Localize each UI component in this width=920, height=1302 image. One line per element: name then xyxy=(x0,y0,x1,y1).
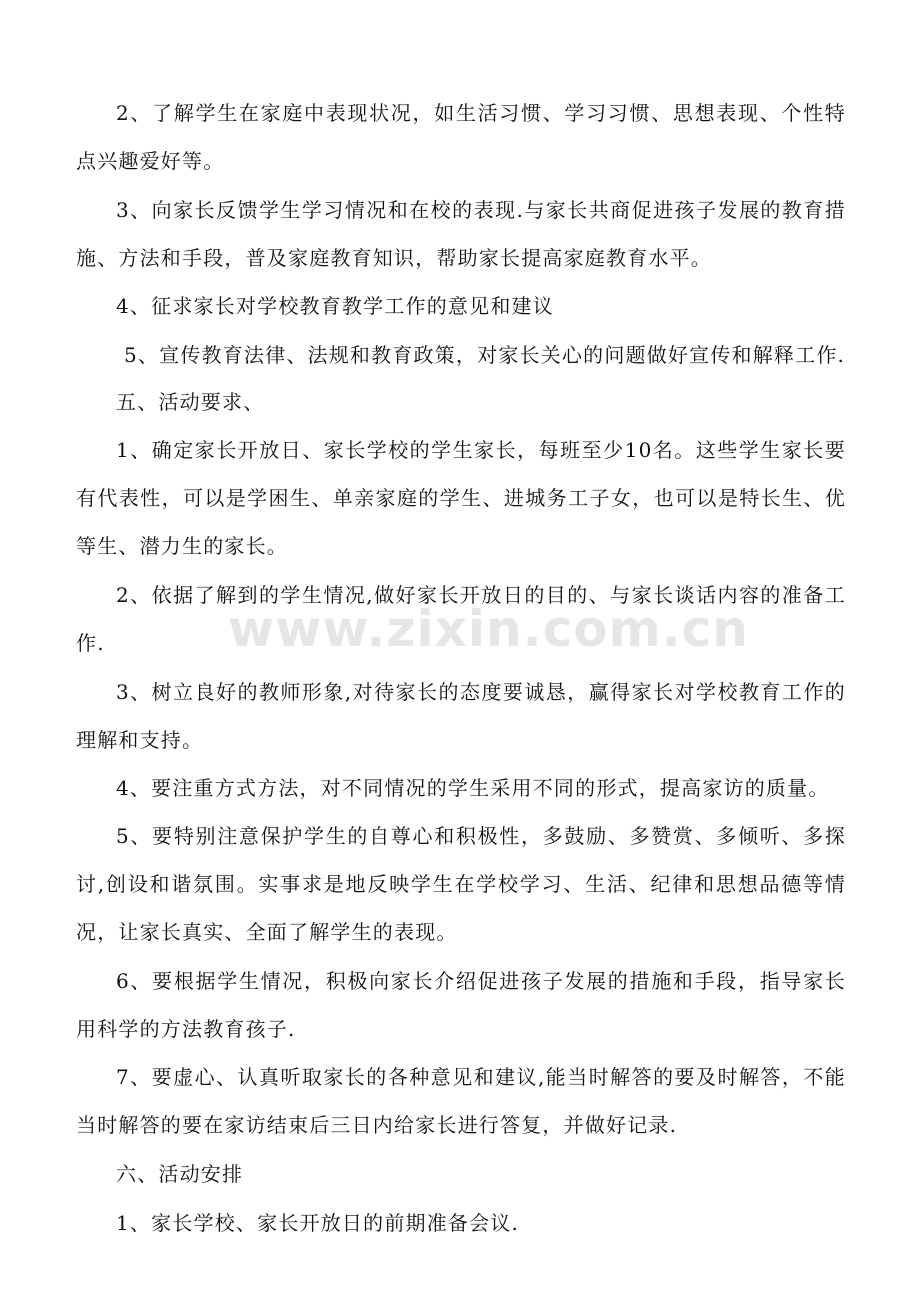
paragraph-promote-policy: 5、宣传教育法律、法规和教育政策，对家长关心的问题做好宣传和解释工作. xyxy=(124,343,846,367)
paragraph-requirement-1: 1、确定家长开放日、家长学校的学生家长，每班至少10名。这些学生家长要有代表性，可以是学困生、单亲家庭的学生、进城务工子女，也可以是特长生、优等生、潜力生的家长。 xyxy=(76,438,846,558)
paragraph-requirement-5: 5、要特别注意保护学生的自尊心和积极性，多鼓励、多赞赏、多倾听、多探讨,创设和谐氛围。实事求是地反映学生在学校学习、生活、纪律和思想品德等情况，让家长真实、全面了解学生的表现。 xyxy=(76,824,846,944)
watermark-text: www.zixin.com.cn xyxy=(228,600,749,658)
paragraph-feedback: 3、向家长反馈学生学习情况和在校的表现.与家长共商促进孩子发展的教育措施、方法和手段，普及家庭教育知识，帮助家长提高家庭教育水平。 xyxy=(76,198,846,270)
paragraph-requirement-6: 6、要根据学生情况，积极向家长介绍促进孩子发展的措施和手段，指导家长用科学的方法教育孩子. xyxy=(76,969,846,1041)
paragraph-requirement-3: 3、树立良好的教师形象,对待家长的态度要诚恳，赢得家长对学校教育工作的理解和支持。 xyxy=(76,680,846,752)
paragraph-arrangement-1: 1、家长学校、家长开放日的前期准备会议. xyxy=(116,1211,520,1235)
paragraph-requirement-7: 7、要虚心、认真听取家长的各种意见和建议,能当时解答的要及时解答，不能当时解答的要在家访结束后三日内给家长进行答复，并做好记录. xyxy=(76,1065,846,1137)
paragraph-solicit-opinions: 4、征求家长对学校教育教学工作的意见和建议 xyxy=(116,294,554,318)
paragraph-requirement-4: 4、要注重方式方法，对不同情况的学生采用不同的形式，提高家访的质量。 xyxy=(116,776,830,800)
paragraph-family-behavior: 2、了解学生在家庭中表现状况，如生活习惯、学习习惯、思想表现、个性特点兴趣爱好等。 xyxy=(76,101,846,173)
paragraph-requirement-2: 2、依据了解到的学生情况,做好家长开放日的目的、与家长谈话内容的准备工作. xyxy=(76,583,846,655)
section-heading-arrangement: 六、活动安排 xyxy=(116,1162,244,1186)
section-heading-requirements: 五、活动要求、 xyxy=(116,390,265,414)
